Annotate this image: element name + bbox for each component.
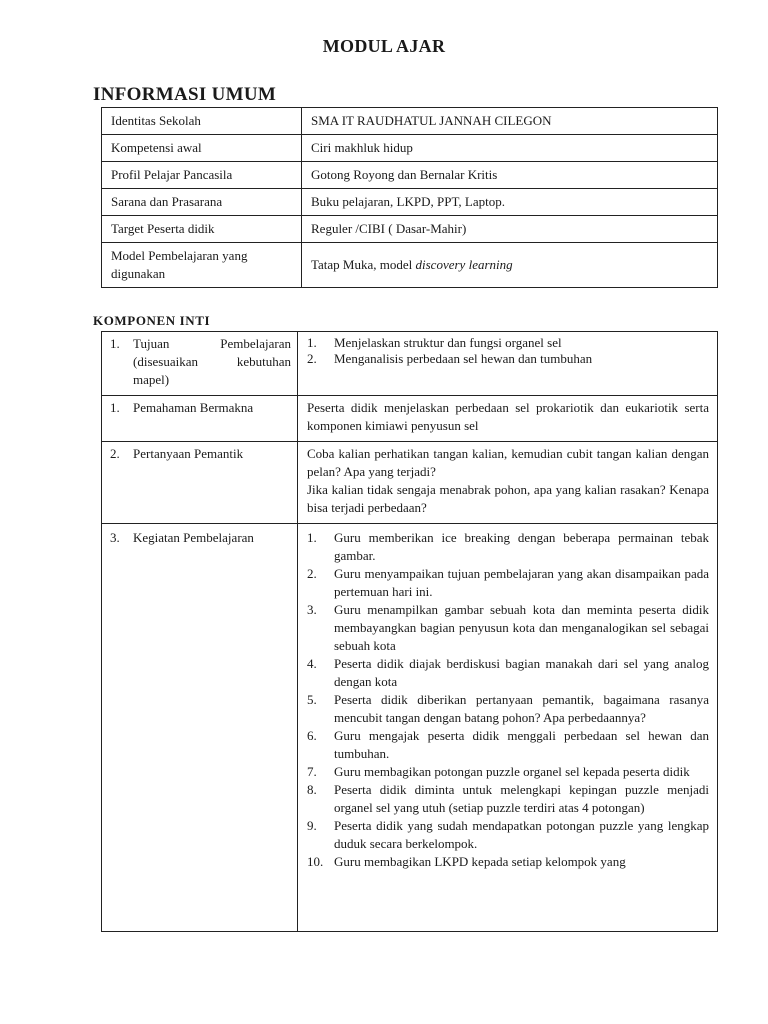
info-row: [102, 189, 718, 216]
list-item: [307, 601, 709, 655]
core-label-cell: [102, 442, 298, 524]
document-title: MODUL AJAR: [322, 36, 446, 56]
info-value: Reguler /CIBI ( Dasar-Mahir): [302, 216, 718, 243]
item-number: 3.: [307, 602, 317, 617]
info-value: SMA IT RAUDHATUL JANNAH CILEGON: [302, 108, 718, 135]
core-value-cell: Peserta didik menjelaskan perbedaan sel prokariotik dan eukariotik serta komponen kimiawi penyusun sel: [298, 396, 718, 442]
info-label: Profil Pelajar Pancasila: [102, 162, 302, 189]
pertanyaan-text-1: Coba kalian perhatikan tangan kalian, kemudian cubit tangan kalian dengan pelan? Apa yang terjadi?: [307, 446, 709, 479]
list-item: [307, 655, 709, 691]
core-table: [101, 331, 718, 932]
list-item: [307, 529, 709, 565]
item-number: 1.: [307, 530, 317, 545]
list-item: [307, 853, 709, 871]
info-row: [102, 135, 718, 162]
item-text: Menganalisis perbedaan sel hewan dan tumbuhan: [334, 351, 593, 366]
core-label-cell: [102, 396, 298, 442]
core-label: Kegiatan Pembelajaran: [133, 530, 254, 545]
list-item: [307, 351, 709, 367]
list-item: [307, 691, 709, 727]
item-text: Peserta didik yang sudah mendapatkan potongan puzzle yang lengkap duduk secara berkelompok.: [334, 818, 709, 851]
item-text: Guru menampilkan gambar sebuah kota dan meminta peserta didik membayangkan bagian penyusun kota dan menganalogikan sel sebagai sebuah kota: [334, 602, 709, 653]
info-row: [102, 243, 718, 288]
row-number: 2.: [110, 446, 120, 461]
section-heading-komponen-inti: KOMPONEN INTI: [93, 313, 211, 328]
info-value-italic: discovery learning: [415, 257, 513, 272]
core-label: Pemahaman Bermakna: [133, 400, 254, 415]
core-label-cell: [102, 524, 298, 932]
pertanyaan-text-2: Jika kalian tidak sengaja menabrak pohon, apa yang kalian rasakan? Kenapa bisa terjadi perbedaan?: [307, 482, 709, 515]
item-number: 4.: [307, 656, 317, 671]
info-value: Ciri makhluk hidup: [302, 135, 718, 162]
info-row: [102, 216, 718, 243]
info-label: Sarana dan Prasarana: [102, 189, 302, 216]
item-text: Menjelaskan struktur dan fungsi organel sel: [334, 335, 562, 350]
item-text: Guru membagikan potongan puzzle organel sel kepada peserta didik: [334, 764, 690, 779]
item-number: 1.: [307, 335, 317, 350]
item-text: Peserta didik diberikan pertanyaan pemantik, bagaimana rasanya mencubit tangan dengan batang pohon? Apa perbedaannya?: [334, 692, 709, 725]
core-value-cell: [298, 442, 718, 524]
info-value: [302, 243, 718, 288]
info-value-prefix: Tatap Muka, model: [311, 257, 416, 272]
core-row-tujuan: [102, 332, 718, 396]
item-text: Peserta didik diminta untuk melengkapi kepingan puzzle menjadi organel sel yang utuh (setiap puzzle terdiri atas 4 potongan): [334, 782, 709, 815]
item-text: Guru membagikan LKPD kepada setiap kelompok yang: [334, 854, 626, 869]
item-number: 7.: [307, 764, 317, 779]
info-value: Gotong Royong dan Bernalar Kritis: [302, 162, 718, 189]
list-item: [307, 727, 709, 763]
core-row-pertanyaan: [102, 442, 718, 524]
info-label: Identitas Sekolah: [102, 108, 302, 135]
item-text: Guru mengajak peserta didik menggali perbedaan sel hewan dan tumbuhan.: [334, 728, 709, 761]
list-item: [307, 565, 709, 601]
section-heading-informasi-umum: INFORMASI UMUM: [93, 84, 277, 105]
item-text: Guru menyampaikan tujuan pembelajaran yang akan disampaikan pada pertemuan hari ini.: [334, 566, 709, 599]
item-number: 8.: [307, 782, 317, 797]
info-label: Kompetensi awal: [102, 135, 302, 162]
info-row: [102, 108, 718, 135]
core-row-kegiatan: [102, 524, 718, 932]
item-number: 2.: [307, 566, 317, 581]
info-value: Buku pelajaran, LKPD, PPT, Laptop.: [302, 189, 718, 216]
item-number: 6.: [307, 728, 317, 743]
list-item: [307, 763, 709, 781]
item-text: Peserta didik diajak berdiskusi bagian manakah dari sel yang analog dengan kota: [334, 656, 709, 689]
row-number: 1.: [110, 336, 120, 351]
core-value-cell: [298, 332, 718, 396]
info-row: [102, 162, 718, 189]
list-item: [307, 335, 709, 351]
core-label-cell: [102, 332, 298, 396]
core-value-cell: [298, 524, 718, 932]
kegiatan-list: [307, 529, 709, 871]
item-number: 9.: [307, 818, 317, 833]
item-text: Guru memberikan ice breaking dengan beberapa permainan tebak gambar.: [334, 530, 709, 563]
info-label: Target Peserta didik: [102, 216, 302, 243]
info-label: Model Pembelajaran yang digunakan: [102, 243, 302, 288]
row-number: 1.: [110, 400, 120, 415]
list-item: [307, 817, 709, 853]
item-number: 2.: [307, 351, 317, 366]
core-row-pemahaman: [102, 396, 718, 442]
info-table: [101, 107, 718, 288]
row-number: 3.: [110, 530, 120, 545]
tujuan-list: [307, 335, 709, 367]
core-label: Tujuan Pembelajaran (disesuaikan kebutuhan mapel): [133, 336, 291, 387]
item-number: 10.: [307, 854, 324, 869]
core-label: Pertanyaan Pemantik: [133, 446, 244, 461]
item-number: 5.: [307, 692, 317, 707]
list-item: [307, 781, 709, 817]
